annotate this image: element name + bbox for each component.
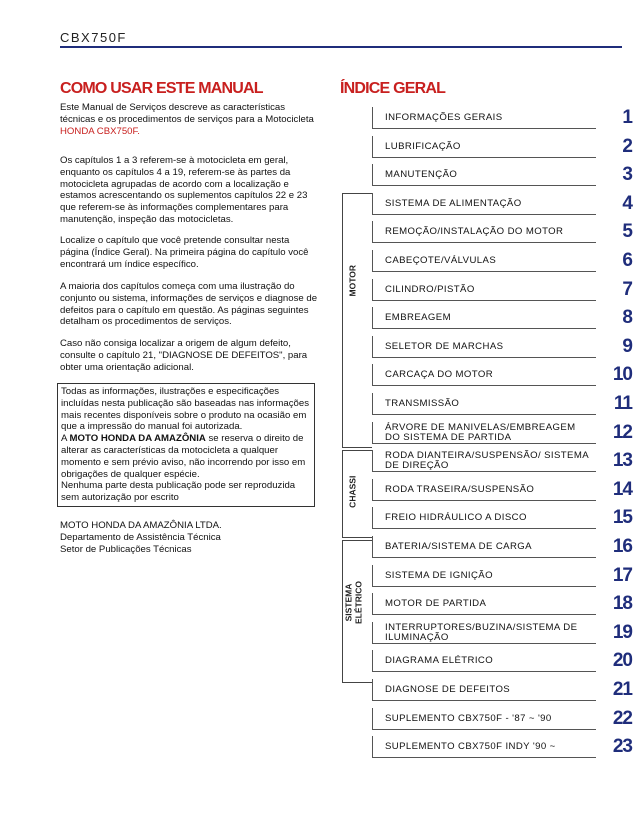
publisher-company: MOTO HONDA DA AMAZÔNIA LTDA. [60, 520, 222, 531]
index-item-label: MOTOR DE PARTIDA [385, 598, 487, 610]
index-item-label: INTERRUPTORES/BUZINA/SISTEMA DE ILUMINAÇÃO [385, 621, 578, 643]
index-item-label: CILINDRO/PISTÃO [385, 283, 475, 295]
index-item-label: LUBRIFICAÇÃO [385, 140, 461, 152]
company-name: MOTO HONDA DA AMAZÔNIA [69, 433, 206, 445]
index-title: ÍNDICE GERAL [340, 80, 446, 97]
publisher-sector: Setor de Publicações Técnicas [60, 543, 192, 555]
index-item-label: DIAGRAMA ELÉTRICO [385, 655, 494, 667]
index-item-22[interactable] [372, 708, 632, 730]
chapter-number: 2 [622, 135, 632, 157]
chapter-number: 21 [612, 679, 632, 700]
structure-paragraph: A maioria dos capítulos começa com uma ilustração do conjunto ou sistema, informações de serviços e diagnose de defeitos para o capítulo em questão. As páginas seguintes detalham os procedimentos de serviços. [60, 281, 318, 328]
group-motor-label: MOTOR [347, 265, 358, 297]
index-item-16[interactable] [372, 536, 632, 558]
index-item-2[interactable] [372, 136, 632, 158]
chapter-number: 8 [622, 307, 632, 329]
index-item-label: RODA TRASEIRA/SUSPENSÃO [385, 483, 535, 495]
index-item-7[interactable] [372, 279, 632, 301]
chapter-number: 14 [612, 478, 632, 500]
index-item-5[interactable] [372, 221, 632, 243]
index-item-19[interactable] [372, 622, 632, 644]
group-eletrico [342, 540, 372, 683]
chapter-number: 6 [622, 250, 632, 271]
index-item-label: SUPLEMENTO CBX750F - '87 ~ '90 [385, 712, 552, 724]
publisher-department: Departamento de Assistência Técnica [60, 531, 221, 543]
chapter-number: 12 [612, 421, 632, 443]
index-item-23[interactable] [372, 736, 632, 758]
chapter-number: 11 [613, 393, 632, 414]
group-eletrico-label: SISTEMA ELÉTRICO [343, 581, 363, 624]
index-item-6[interactable] [372, 250, 632, 272]
group-chassi [342, 450, 372, 538]
how-to-use-title: COMO USAR ESTE MANUAL [60, 80, 263, 97]
index-item-17[interactable] [372, 565, 632, 587]
index-item-11[interactable] [372, 393, 632, 415]
chapter-number: 7 [622, 278, 632, 300]
index-item-14[interactable] [372, 479, 632, 501]
index-item-label: INFORMAÇÕES GERAIS [385, 112, 503, 123]
index-item-20[interactable] [372, 650, 632, 672]
chapter-number: 9 [622, 335, 632, 357]
intro-text: Este Manual de Serviços descreve as características técnicas e os procedimentos de serviços para a Motocicleta [60, 102, 314, 125]
index-item-label: CABEÇOTE/VÁLVULAS [385, 255, 497, 266]
chapter-number: 23 [612, 736, 632, 758]
index-item-4[interactable] [372, 193, 632, 215]
chapter-number: 5 [622, 221, 632, 243]
chapter-number: 16 [612, 536, 632, 557]
index-item-label: FREIO HIDRÁULICO A DISCO [385, 512, 527, 524]
index-item-15[interactable] [372, 507, 632, 529]
publisher-block [60, 520, 222, 555]
chapter-number: 13 [612, 450, 632, 472]
chapter-number: 19 [612, 621, 632, 643]
index-item-label: SISTEMA DE ALIMENTAÇÃO [385, 197, 522, 209]
notice-copyright: Nenhuma parte desta publicação pode ser reproduzida sem autorização por escrito [61, 480, 296, 504]
troubleshoot-paragraph: Caso não consiga localizar a origem de algum defeito, consulte o capítulo 21, "DIAGNOSE DE DEFEITOS", para obter uma orientação adicional. [60, 338, 308, 373]
index-item-label: MANUTENÇÃO [385, 169, 458, 181]
index-item-label: SUPLEMENTO CBX750F INDY '90 ~ [385, 741, 556, 753]
chapter-number: 10 [612, 364, 632, 386]
group-chassi-label: CHASSI [347, 475, 358, 508]
document-header: CBX750F [60, 30, 127, 45]
index-item-8[interactable] [372, 307, 632, 329]
header-rule [60, 46, 622, 48]
index-item-10[interactable] [372, 364, 632, 386]
index-item-label: SELETOR DE MARCHAS [385, 340, 504, 352]
index-item-label: CARCAÇA DO MOTOR [385, 369, 494, 381]
index-item-label: EMBREAGEM [385, 312, 451, 324]
group-motor [342, 193, 372, 448]
index-item-12[interactable] [372, 422, 632, 444]
index-item-18[interactable] [372, 593, 632, 615]
index-item-label: BATERIA/SISTEMA DE CARGA [385, 541, 532, 552]
model-name: HONDA CBX750F. [60, 125, 140, 137]
chapters-paragraph: Os capítulos 1 a 3 referem-se à motocicleta em geral, enquanto os capítulos 4 a 19, referem-se às partes da motocicleta agrupadas de acordo com a localização e estamos acrescentando os suplementos capítulos 22 e 23 que referem-se às informações complementares para manutenção, inspeção das motocicletas. [60, 155, 308, 225]
notice-box [57, 383, 315, 507]
index-item-13[interactable] [372, 450, 632, 472]
index-item-label: RODA DIANTEIRA/SUSPENSÃO/ SISTEMA DE DIREÇÃO [385, 450, 589, 472]
chapter-number: 4 [622, 192, 632, 214]
index-item-label: ÁRVORE DE MANIVELAS/EMBREAGEM DO SISTEMA DE PARTIDA [385, 421, 576, 443]
index-item-1[interactable] [372, 107, 632, 129]
locate-paragraph: Localize o capítulo que você pretende consultar nesta página (Índice Geral). Na primeira página do capítulo você encontrará um índice específico. [60, 235, 309, 270]
chapter-number: 15 [612, 507, 632, 529]
chapter-number: 22 [612, 707, 632, 729]
chapter-number: 1 [622, 107, 632, 128]
chapter-number: 17 [612, 564, 632, 586]
index-item-label: REMOÇÃO/INSTALAÇÃO DO MOTOR [385, 226, 564, 238]
chapter-number: 18 [612, 593, 632, 615]
index-item-label: DIAGNOSE DE DEFEITOS [385, 684, 511, 695]
index-item-21[interactable] [372, 679, 632, 701]
index-item-9[interactable] [372, 336, 632, 358]
chapter-number: 3 [622, 164, 632, 186]
chapter-number: 20 [612, 650, 632, 672]
notice-info: Todas as informações, ilustrações e especificações incluídas nesta publicação são baseadas nas informações mais recentes disponíveis sobre o produto na ocasião em que a impressão do manual foi autorizada. [61, 386, 309, 433]
index-item-3[interactable] [372, 164, 632, 186]
intro-paragraph [60, 102, 318, 137]
index-item-label: SISTEMA DE IGNIÇÃO [385, 569, 493, 581]
index-item-label: TRANSMISSÃO [385, 398, 460, 409]
notice-rights: A MOTO HONDA DA AMAZÔNIA se reserva o direito de alterar as características da motocicleta a qualquer momento e sem prévio aviso, não incorrendo por isso em obrigações de qualquer espécie. [61, 433, 306, 480]
